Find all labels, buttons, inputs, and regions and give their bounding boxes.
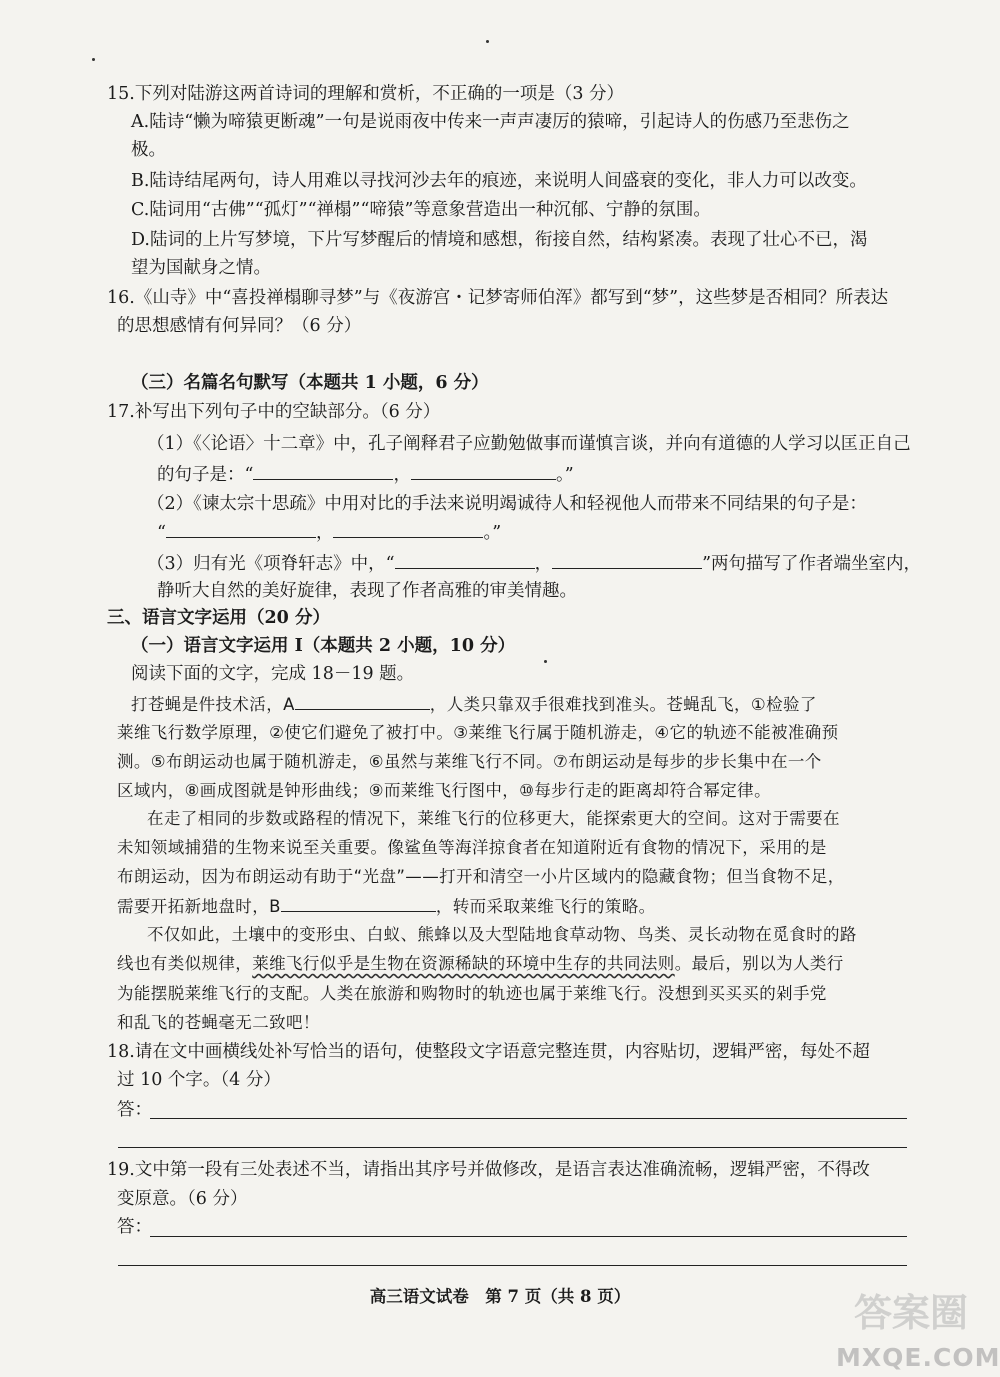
q17-item1-blank-2[interactable] (411, 461, 556, 480)
wavy-underlined-sentence: 莱维飞行似乎是生物在资源稀缺的环境中生存的共同法则 (252, 954, 675, 973)
passage-text: 。最后，别以为人类行 (674, 954, 844, 973)
passage-line (117, 951, 844, 977)
passage-text: ，转而采取莱维飞行的策略。 (435, 897, 656, 916)
q15-option-a: A.陆诗“懒为啼猿更断魂”一句是说雨夜中传来一声声凄厉的猿啼，引起诗人的伤感乃至悲伤之 (131, 112, 850, 132)
passage-line: 和乱飞的苍蝇毫无二致吧！ (117, 1013, 320, 1032)
q17-item2-blank-2[interactable] (333, 519, 483, 538)
speck (92, 58, 95, 61)
q17-item3 (147, 550, 921, 577)
passage-text: 打苍蝇是件技术活，A (131, 695, 295, 714)
passage-line: 未知领域捕猎的生物来说至关重要。像鲨鱼等海洋掠食者在知道附近有食物的情况下，采用的是 (117, 838, 827, 857)
passage-line (117, 893, 656, 920)
subsection-heading-language-use-1: （一）语言文字运用 Ⅰ（本题共 2 小题，10 分） (131, 636, 516, 656)
speck (486, 40, 489, 43)
q17-item3-prefix: （3）归有光《项脊轩志》中，“ (147, 554, 395, 574)
q15-option-c: C.陆词用“古佛”“孤灯”“禅榻”“啼猿”等意象营造出一种沉郁、宁静的氛围。 (131, 200, 711, 220)
q15-option-d-cont: 望为国献身之情。 (131, 258, 271, 278)
q17-item2-blanks (157, 519, 501, 546)
q17-item2-mid: ， (315, 523, 334, 543)
q15-option-d: D.陆词的上片写梦境，下片写梦醒后的情境和感想，衔接自然，结构紧凑。表现了壮心不已，渴 (131, 230, 868, 250)
q17-item3-blank-2[interactable] (552, 550, 702, 569)
watermark-logo: 答案圈 (853, 1291, 968, 1335)
watermark-site: MXQE.COM (836, 1343, 1000, 1372)
passage-blank-a[interactable] (295, 691, 430, 710)
q17-item1-blank-1[interactable] (253, 461, 393, 480)
page-footer: 高三语文试卷 第 7 页（共 8 页） (369, 1287, 631, 1306)
q18-answer-label: 答： (117, 1100, 152, 1120)
passage-line: 莱维飞行数学原理，②使它们避免了被打中。③莱维飞行属于随机游走，④它的轨迹不能被准确预 (117, 723, 839, 742)
q17-item1-prefix: 的句子是：“ (157, 465, 254, 485)
q19-stem-cont: 变原意。（6 分） (117, 1189, 248, 1209)
q18-answer-line-1[interactable] (150, 1118, 907, 1119)
passage-line (131, 691, 817, 718)
q18-stem: 18.请在文中画横线处补写恰当的语句，使整段文字语意完整连贯，内容贴切，逻辑严密，每处不超 (107, 1042, 870, 1062)
q17-item3-blank-1[interactable] (395, 550, 535, 569)
passage-line: 测。⑤布朗运动也属于随机游走，⑥虽然与莱维飞行不同。⑦布朗运动是每步的步长集中在一个 (117, 752, 822, 771)
section-heading-dictation: （三）名篇名句默写（本题共 1 小题，6 分） (131, 373, 489, 393)
q16-stem: 16.《山寺》中“喜投禅榻聊寻梦”与《夜游宫・记梦寄师伯浑》都写到“梦”，这些梦是否相同？所表达 (107, 288, 889, 308)
q19-answer-label: 答： (117, 1217, 152, 1237)
q15-stem: 15.下列对陆游这两首诗词的理解和赏析，不正确的一项是（3 分） (107, 84, 625, 104)
speck (544, 660, 547, 663)
q18-stem-cont: 过 10 个字。（4 分） (117, 1070, 281, 1090)
q17-item1-suffix: 。” (555, 465, 574, 485)
q15-option-a-cont: 极。 (131, 140, 166, 160)
q15-option-b: B.陆诗结尾两句，诗人用难以寻找河沙去年的痕迹，来说明人间盛衰的变化，非人力可以改变。 (131, 171, 867, 191)
q17-item3-suffix: ”两句描写了作者端坐室内， (702, 554, 922, 574)
reading-instruction: 阅读下面的文字，完成 18－19 题。 (131, 664, 415, 684)
passage-blank-b[interactable] (281, 893, 436, 912)
q17-item2-suffix: 。” (483, 523, 502, 543)
q19-stem: 19.文中第一段有三处表述不当，请指出其序号并做修改，是语言表达准确流畅，逻辑严密，不得改 (107, 1160, 870, 1180)
passage-line: 在走了相同的步数或路程的情况下，莱维飞行的位移更大，能探索更大的空间。这对于需要在 (147, 809, 840, 828)
q19-answer-line-2[interactable] (118, 1265, 907, 1266)
passage-line: 为能摆脱莱维飞行的支配。人类在旅游和购物时的轨迹也属于莱维飞行。没想到买买买的剁手党 (117, 984, 827, 1003)
q17-item2: （2）《谏太宗十思疏》中用对比的手法来说明竭诚待人和轻视他人而带来不同结果的句子是： (147, 494, 867, 514)
passage-line: 布朗运动，因为布朗运动有助于“光盘”——打开和清空一小片区域内的隐藏食物；但当食物不足， (117, 867, 845, 886)
q17-item3-mid: ， (534, 554, 553, 574)
part-heading-language-use: 三、语言文字运用（20 分） (107, 608, 330, 628)
q19-answer-line-1[interactable] (150, 1236, 907, 1237)
passage-text: 需要开拓新地盘时，B (117, 897, 281, 916)
q17-item2-blank-1[interactable] (166, 519, 316, 538)
q17-item1-mid: ， (393, 465, 411, 485)
q17-item1: （1）《〈论语〉十二章》中，孔子阐释君子应勤勉做事而谨慎言谈，并向有道德的人学习以匡正自己 (147, 434, 911, 454)
watermark (836, 1282, 1000, 1374)
q18-answer-line-2[interactable] (118, 1147, 907, 1148)
q17-item3-cont: 静听大自然的美好旋律，表现了作者高雅的审美情趣。 (157, 581, 577, 601)
q17-item1-blanks (157, 461, 574, 488)
passage-text: 线也有类似规律， (117, 954, 253, 973)
q16-stem-cont: 的思想感情有何异同？（6 分） (117, 316, 362, 336)
q17-stem: 17.补写出下列句子中的空缺部分。（6 分） (107, 402, 441, 422)
passage-line: 区域内，⑧画成图就是钟形曲线；⑨而莱维飞行图中，⑩每步行走的距离却符合幂定律。 (117, 781, 771, 800)
passage-line: 不仅如此，土壤中的变形虫、白蚁、熊蜂以及大型陆地食草动物、鸟类、灵长动物在觅食时的路 (147, 925, 857, 944)
q17-item2-prefix: “ (157, 523, 166, 543)
passage-text: ，人类只靠双手很难找到准头。苍蝇乱飞，①检验了 (429, 695, 817, 714)
